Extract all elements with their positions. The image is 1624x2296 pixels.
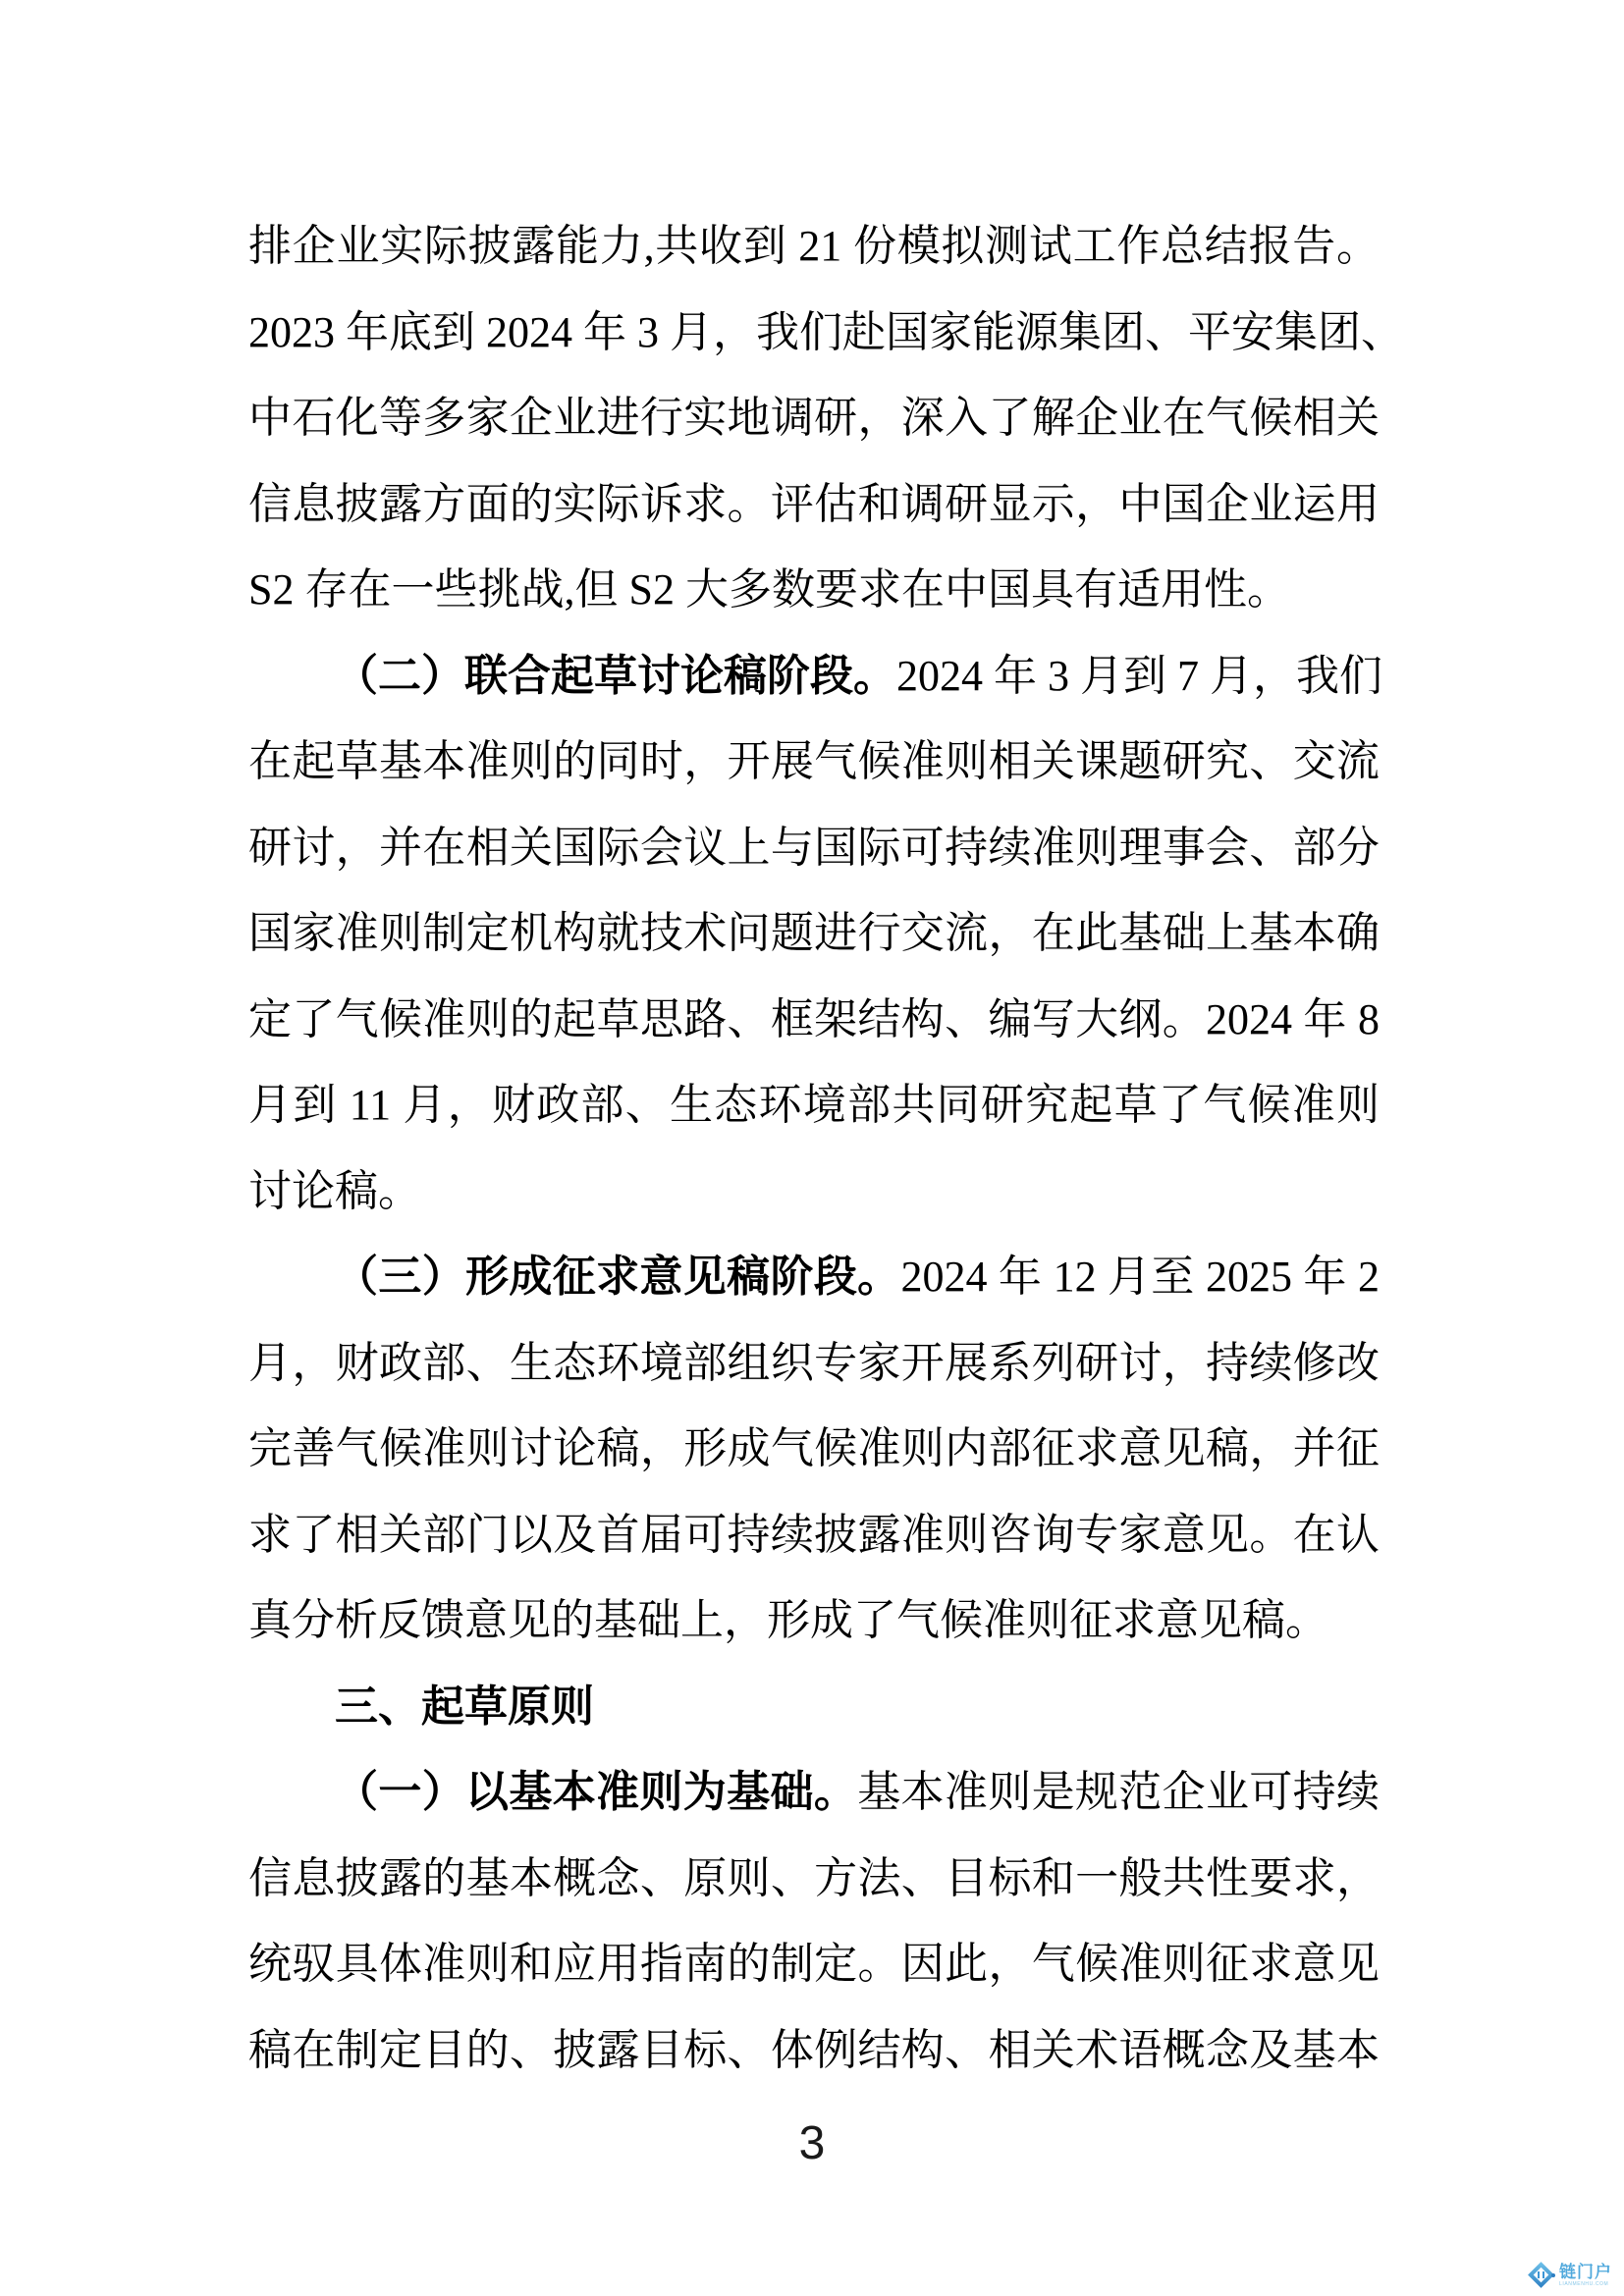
line-text: 求了相关部门以及首届可持续披露准则咨询专家意见。在认 (248, 1510, 1380, 1559)
text-line (248, 1836, 1380, 1922)
line-text: S2 存在一些挑战,但 S2 大多数要求在中国具有适用性。 (248, 565, 1290, 614)
text-line (248, 890, 1380, 977)
line-text: 月，财政部、生态环境部组织专家开展系列研讨，持续修改 (248, 1338, 1380, 1387)
chain-diamond-icon (1528, 2262, 1555, 2289)
text-line (248, 1234, 1380, 1320)
text-line (248, 1062, 1380, 1148)
line-text: 国家准则制定机构就技术问题进行交流，在此基础上基本确 (248, 909, 1380, 957)
text-line (248, 290, 1404, 376)
text-line (248, 1577, 1380, 1664)
text-line (248, 547, 1380, 633)
text-line (248, 203, 1380, 290)
text-line (248, 1749, 1380, 1836)
document-body (248, 203, 1404, 2093)
line-text: 在起草基本准则的同时，开展气候准则相关课题研究、交流 (248, 737, 1380, 785)
line-text: 定了气候准则的起草思路、框架结构、编写大纲。2024 年 8 (248, 994, 1380, 1043)
text-line (248, 633, 1380, 720)
line-text: 讨论稿。 (248, 1166, 421, 1215)
text-line (248, 1664, 1380, 1750)
text-line (248, 1320, 1380, 1407)
line-text: 统驭具体准则和应用指南的制定。因此，气候准则征求意见 (248, 1940, 1380, 1988)
watermark-brand: 链门户 (1559, 2263, 1612, 2281)
text-line (248, 719, 1380, 805)
line-text: 研讨，并在相关国际会议上与国际可持续准则理事会、部分 (248, 823, 1380, 872)
line-text: 基本准则是规范企业可持续 (857, 1768, 1380, 1816)
watermark-domain: LIANMENHU.COM (1559, 2281, 1609, 2287)
text-line (248, 977, 1380, 1063)
line-text: 月到 11 月，财政部、生态环境部共同研究起草了气候准则 (248, 1081, 1380, 1129)
line-text: 2024 年 3 月到 7 月，我们 (896, 651, 1382, 700)
text-line (248, 1921, 1380, 2007)
text-line (248, 1492, 1380, 1578)
line-text: 信息披露的基本概念、原则、方法、目标和一般共性要求， (248, 1853, 1380, 1902)
text-line (248, 1148, 1380, 1235)
bold-lead: （三）形成征求意见稿阶段。 (335, 1253, 901, 1301)
text-line (248, 1406, 1380, 1492)
line-text: 排企业实际披露能力,共收到 21 份模拟测试工作总结报告。 (248, 222, 1380, 270)
watermark (1528, 2261, 1612, 2290)
line-text: 2024 年 12 月至 2025 年 2 (900, 1253, 1380, 1301)
bold-lead: （二）联合起草讨论稿阶段。 (335, 651, 896, 700)
line-text: 信息披露方面的实际诉求。评估和调研显示，中国企业运用 (248, 479, 1380, 528)
line-text: 中石化等多家企业进行实地调研，深入了解企业在气候相关 (248, 394, 1380, 442)
bold-lead: 三、起草原则 (335, 1682, 594, 1731)
page-number: 3 (798, 2117, 826, 2169)
text-line (248, 461, 1380, 548)
text-line (248, 2007, 1380, 2094)
watermark-text (1559, 2264, 1612, 2287)
line-text: 稿在制定目的、披露目标、体例结构、相关术语概念及基本 (248, 2025, 1380, 2074)
line-text: 真分析反馈意见的基础上，形成了气候准则征求意见稿。 (248, 1596, 1328, 1644)
text-line (248, 805, 1380, 891)
bold-lead: （一）以基本准则为基础。 (335, 1768, 858, 1816)
line-text: 2023 年底到 2024 年 3 月，我们赴国家能源集团、平安集团、 (248, 307, 1404, 356)
line-text: 完善气候准则讨论稿，形成气候准则内部征求意见稿，并征 (248, 1424, 1380, 1472)
dot-icon (1551, 2273, 1555, 2277)
text-line (248, 375, 1380, 461)
